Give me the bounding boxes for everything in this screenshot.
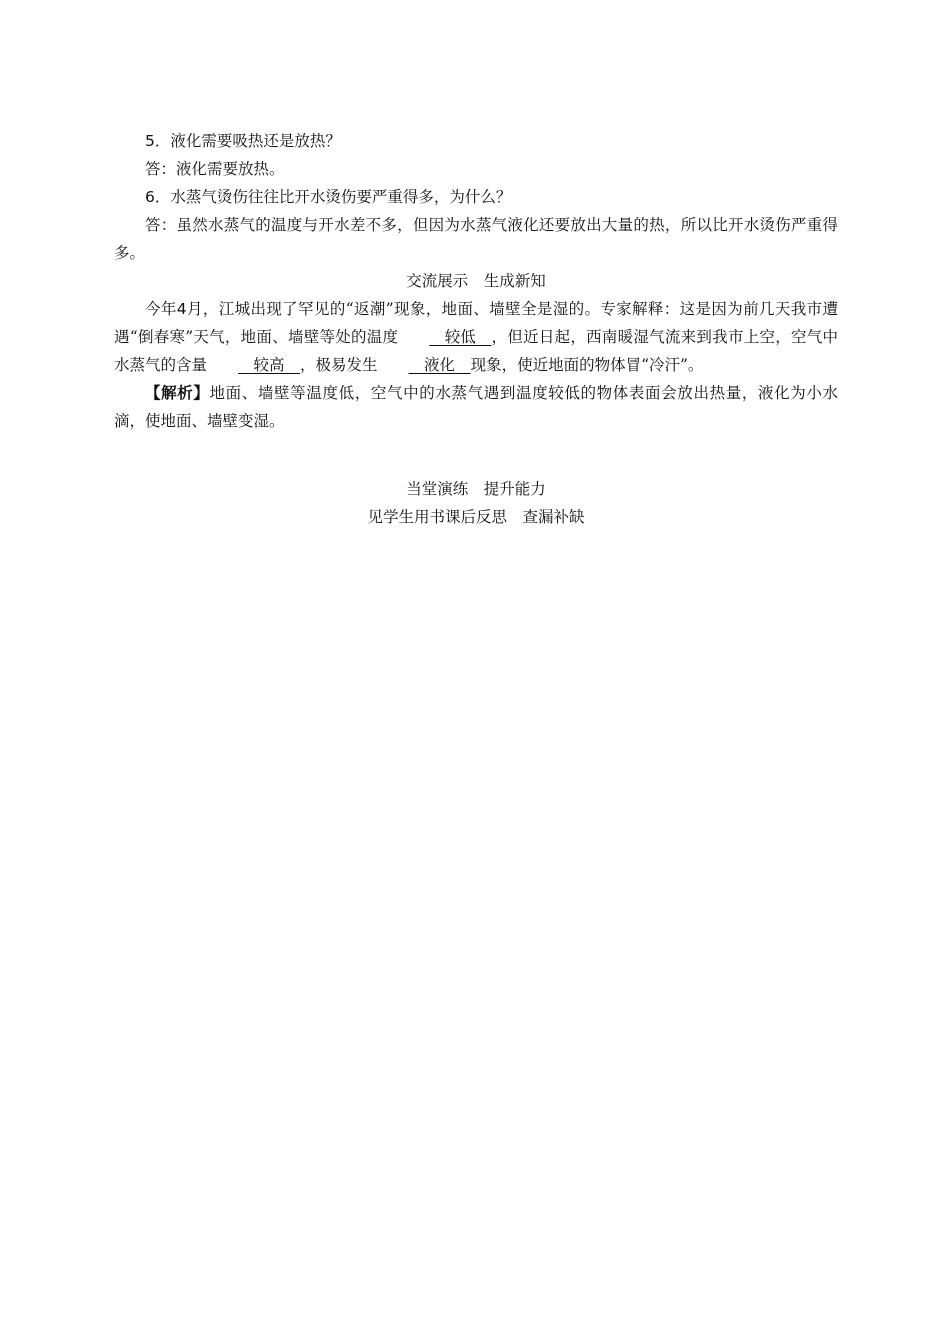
exercise-text: ，极易发生 <box>300 356 378 374</box>
analysis-paragraph <box>114 379 838 435</box>
document-body <box>114 127 838 531</box>
exercise-month-number: 4 <box>176 300 187 318</box>
spacer <box>114 435 838 475</box>
question-5 <box>114 127 838 155</box>
answer-5: 答：液化需要放热。 <box>145 160 285 178</box>
exercise-text: 现象，使近地面的物体冒“冷汗”。 <box>470 356 704 374</box>
answer-blank-3: 液化 <box>408 356 471 374</box>
question-number: 5． <box>145 132 171 150</box>
answer-blank-1: 较低 <box>429 328 492 346</box>
answer-6: 答：虽然水蒸气的温度与开水差不多，但因为水蒸气液化还要放出大量的热，所以比开水烫伤严重得多。 <box>114 216 838 262</box>
exercise-text: 月，江城出现了罕见的“返潮”现象，地面、墙壁全是湿的。专家解释：这是因为前几天我市遭遇“倒春寒”天气，地面、墙壁等处的温度 <box>114 300 838 346</box>
analysis-label: 【解析】 <box>145 383 210 402</box>
question-text: 液化需要吸热还是放热？ <box>170 132 341 150</box>
section-title-practice: 当堂演练 提升能力 <box>406 480 546 498</box>
exercise-text: 今年 <box>145 300 177 318</box>
question-text: 水蒸气烫伤往往比开水烫伤要严重得多，为什么？ <box>170 188 512 206</box>
question-6 <box>114 183 838 211</box>
analysis-text: 地面、墙壁等温度低，空气中的水蒸气遇到温度较低的物体表面会放出热量，液化为小水滴，使地面、墙壁变湿。 <box>114 384 838 430</box>
exercise-paragraph <box>114 295 838 379</box>
exercise-text: ，但近日起，西南暖湿气流来到我市上空，空气中水蒸气的含量 <box>114 328 838 374</box>
section-title-exchange: 交流展示 生成新知 <box>406 272 546 290</box>
section-subtitle: 见学生用书课后反思 查漏补缺 <box>367 508 585 526</box>
answer-blank-2: 较高 <box>238 356 301 374</box>
question-number: 6． <box>145 188 171 206</box>
